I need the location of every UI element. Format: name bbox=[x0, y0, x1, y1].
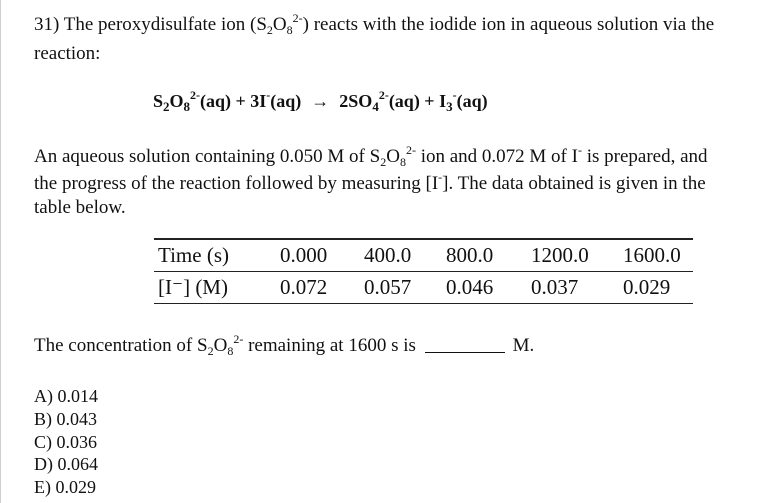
eq-charge: - bbox=[266, 88, 271, 102]
choice-d[interactable]: D) 0.064 bbox=[34, 454, 98, 475]
table-cell: 800.0 bbox=[446, 239, 531, 272]
table-cell: 0.057 bbox=[364, 272, 446, 304]
reaction-equation bbox=[153, 88, 488, 114]
subscript: 2 bbox=[266, 23, 273, 37]
eq-charge: - bbox=[452, 88, 457, 102]
eq-text: (aq) bbox=[270, 91, 302, 111]
unit-label: M. bbox=[512, 335, 535, 356]
subscript: 8 bbox=[286, 23, 293, 37]
choice-b[interactable]: B) 0.043 bbox=[34, 408, 97, 429]
conc-text: remaining at 1600 s is bbox=[243, 335, 421, 356]
choice-e[interactable]: E) 0.029 bbox=[34, 477, 96, 498]
eq-subscript: 2 bbox=[163, 99, 170, 114]
superscript-charge: - bbox=[577, 143, 582, 157]
stem-text: ) reacts with the iodide ion in aqueous solution via the bbox=[302, 14, 715, 35]
eq-text: (aq) + I bbox=[388, 91, 447, 111]
stem-text: 31) The peroxydisulfate ion (S bbox=[34, 14, 267, 35]
table-cell: 1200.0 bbox=[531, 239, 623, 272]
para-text: the progress of the reaction followed by measuring [I bbox=[34, 173, 439, 194]
subscript: 2 bbox=[207, 344, 214, 358]
table-row-concentration bbox=[154, 272, 693, 304]
superscript-charge: 2- bbox=[292, 11, 303, 25]
para-text: ]. The data obtained is given in the bbox=[442, 173, 706, 194]
paragraph-line2 bbox=[34, 170, 706, 195]
para-text: is prepared, and bbox=[581, 146, 708, 167]
para-text: ion and 0.072 M of I bbox=[415, 146, 578, 167]
para-text: An aqueous solution containing 0.050 M of S bbox=[34, 146, 381, 167]
subscript: 8 bbox=[399, 155, 406, 169]
row-header-concentration: [I⁻] (M) bbox=[154, 272, 280, 304]
eq-subscript: 8 bbox=[183, 99, 191, 114]
eq-charge: 2- bbox=[190, 88, 201, 102]
question-stem-line2: reaction: bbox=[34, 43, 101, 64]
subscript: 8 bbox=[227, 344, 234, 358]
paragraph-line1 bbox=[34, 143, 708, 169]
table-cell: 0.037 bbox=[531, 272, 623, 304]
eq-subscript: 4 bbox=[372, 99, 379, 114]
eq-text: S bbox=[153, 91, 164, 111]
eq-text: O bbox=[169, 91, 184, 111]
answer-blank[interactable] bbox=[425, 334, 505, 353]
choice-c[interactable]: C) 0.036 bbox=[34, 431, 97, 452]
answer-choices bbox=[34, 385, 98, 499]
table-cell: 0.072 bbox=[280, 272, 364, 304]
table-cell: 400.0 bbox=[364, 239, 446, 272]
conc-text: The concentration of S bbox=[34, 335, 208, 356]
eq-charge: 2- bbox=[378, 88, 389, 102]
superscript-charge: 2- bbox=[405, 143, 416, 157]
conc-text: O bbox=[213, 335, 228, 356]
table-cell: 0.000 bbox=[280, 239, 364, 272]
choice-a[interactable]: A) 0.014 bbox=[34, 386, 98, 406]
data-table bbox=[154, 238, 693, 304]
para-text: O bbox=[386, 146, 400, 167]
row-header-time: Time (s) bbox=[154, 239, 280, 272]
paragraph-line3: table below. bbox=[34, 197, 126, 218]
question-stem-line1 bbox=[34, 11, 715, 37]
eq-text: (aq) + 3I bbox=[200, 91, 267, 111]
superscript-charge: 2- bbox=[233, 332, 244, 346]
subscript: 2 bbox=[380, 155, 387, 169]
table-cell: 0.029 bbox=[623, 272, 693, 304]
eq-subscript: 3 bbox=[446, 99, 453, 114]
table-cell: 0.046 bbox=[446, 272, 531, 304]
table-cell: 1600.0 bbox=[623, 239, 693, 272]
eq-text: (aq) bbox=[456, 91, 488, 111]
eq-text: 2SO bbox=[339, 91, 373, 111]
stem-text: O bbox=[272, 14, 287, 35]
superscript-charge: - bbox=[438, 170, 443, 184]
concentration-question bbox=[34, 334, 534, 357]
table-row-time bbox=[154, 239, 693, 272]
reaction-arrow-icon: → bbox=[311, 91, 330, 111]
